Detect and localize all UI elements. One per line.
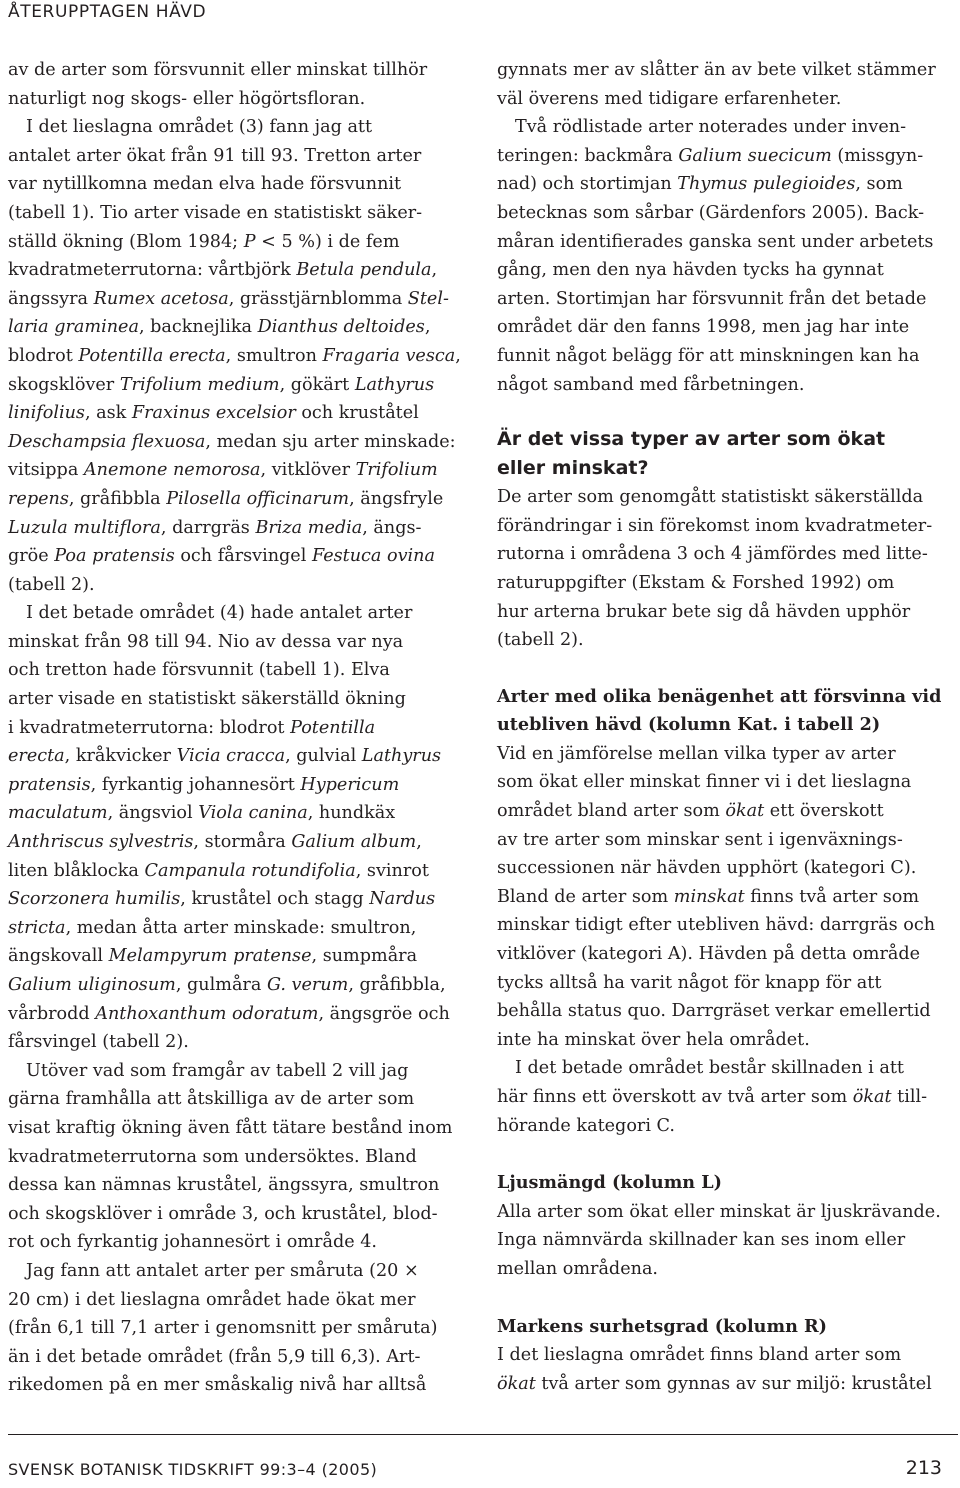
text-line: (från 6,1 till 7,1 arter i genomsnitt per småruta) [8, 1318, 438, 1339]
text-line: ängssyra Rumex acetosa, grässtjärnblomma Stel- [8, 288, 449, 309]
text-line: ängskovall Melampyrum pratense, sumpmåra [8, 946, 418, 967]
text-line: fårsvingel (tabell 2). [8, 1032, 189, 1053]
text-line: (tabell 2). [8, 574, 95, 595]
footer-rule [8, 1434, 958, 1435]
text-line: än i det betade området (från 5,9 till 6,3). Art- [8, 1346, 421, 1367]
text-line: något samband med fårbetningen. [497, 374, 805, 395]
text-line: visat kraftig ökning även fått tätare bestånd inom [8, 1117, 453, 1138]
text-line: laria graminea, backnejlika Dianthus deltoides, [8, 317, 431, 338]
text-line: behålla status quo. Darrgräset verkar emellertid [497, 1001, 931, 1022]
text-line: (tabell 2). [497, 630, 584, 651]
text-line: mellan områdena. [497, 1258, 659, 1279]
text-line: Bland de arter som minskat finns två arter som [497, 886, 920, 907]
text-line: som ökat eller minskat finner vi i det lieslagna [497, 772, 912, 793]
subsection-heading: Arter med olika benägenhet att försvinna vid [497, 685, 942, 707]
text-line: raturuppgifter (Ekstam & Forshed 1992) om [497, 572, 895, 593]
text-line: I det lieslagna området (3) fann jag att [26, 117, 373, 138]
text-line: successionen när hävden upphört (kategori C). [497, 858, 917, 879]
section-heading: eller minskat? [497, 457, 649, 480]
text-line: arter visade en statistiskt säkerställd ökning [8, 689, 406, 710]
text-line: stricta, medan åtta arter minskade: smultron, [8, 917, 417, 938]
text-line: Utöver vad som framgår av tabell 2 vill jag [26, 1060, 409, 1081]
text-line: var nytillkomna medan elva hade försvunnit [8, 174, 402, 195]
text-line: naturligt nog skogs- eller högörtsfloran. [8, 88, 366, 109]
text-line: liten blåklocka Campanula rotundifolia, svinrot [8, 860, 429, 881]
subsection-heading: utebliven hävd (kolumn Kat. i tabell 2) [497, 714, 881, 736]
text-line: vitklöver (kategori A). Hävden på detta område [497, 944, 921, 965]
text-line: området bland arter som ökat ett överskott [497, 801, 884, 822]
text-line: måran identifierades ganska sent under arbetets [497, 231, 934, 252]
text-line: antalet arter ökat från 91 till 93. Tretton arter [8, 145, 422, 166]
text-line: av de arter som försvunnit eller minskat tillhör [8, 60, 428, 80]
text-line: inte ha minskat över hela området. [497, 1029, 810, 1050]
text-line: förändringar i sin förekomst inom kvadratmeter- [497, 515, 933, 536]
text-line: maculatum, ängsviol Viola canina, hundkäx [8, 803, 396, 824]
text-line: funnit något belägg för att minskningen kan ha [497, 345, 920, 366]
text-line: vitsippa Anemone nemorosa, vitklöver Trifolium [8, 460, 438, 481]
text-line: skogsklöver Trifolium medium, gökärt Lathyrus [8, 374, 435, 395]
subsection-heading: Markens surhetsgrad (kolumn R) [497, 1315, 827, 1337]
journal-citation: SVENSK BOTANISK TIDSKRIFT 99:3–4 (2005) [8, 1460, 378, 1479]
text-line: hörande kategori C. [497, 1115, 675, 1136]
text-line: Scorzonera humilis, kruståtel och stagg Nardus [8, 889, 436, 910]
text-line: Jag fann att antalet arter per småruta (20 × [26, 1260, 419, 1281]
text-line: rikedomen på en mer småskalig nivå har alltså [8, 1375, 427, 1396]
text-line: kvadratmeterrutorna: vårtbjörk Betula pendula, [8, 260, 438, 281]
text-line: Anthriscus sylvestris, stormåra Galium album, [8, 832, 422, 853]
text-line: gynnats mer av slåtter än av bete vilket stämmer [497, 60, 936, 80]
text-line: I det betade området består skillnaden i att [515, 1058, 904, 1079]
text-line: Deschampsia flexuosa, medan sju arter minskade: [8, 431, 456, 452]
text-line: gärna framhålla att åtskilliga av de arter som [8, 1089, 415, 1110]
section-heading: Är det vissa typer av arter som ökat [497, 428, 886, 451]
text-line: i kvadratmeterrutorna: blodrot Potentilla [8, 717, 376, 738]
text-line: (tabell 1). Tio arter visade en statistiskt säker- [8, 202, 423, 223]
text-line: området där den fanns 1998, men jag har inte [497, 317, 910, 338]
text-line: dessa kan nämnas kruståtel, ängssyra, smultron [8, 1175, 440, 1196]
text-line: och tretton hade försvunnit (tabell 1). Elva [8, 660, 390, 681]
text-line: arten. Stortimjan har försvunnit från det betade [497, 288, 927, 309]
text-line: I det lieslagna området finns bland arter som [497, 1345, 902, 1366]
text-line: 20 cm) i det lieslagna området hade ökat mer [8, 1289, 416, 1310]
text-line: repens, gråfibbla Pilosella officinarum, ängsfryle [8, 488, 444, 509]
text-line: rot och fyrkantig johannesört i område 4. [8, 1232, 378, 1253]
text-line: gröe Poa pratensis och fårsvingel Festuca ovina [8, 546, 435, 567]
subsection-heading: Ljusmängd (kolumn L) [497, 1172, 722, 1194]
text-line: pratensis, fyrkantig johannesört Hypericum [8, 774, 400, 795]
text-line: hur arterna brukar bete sig då hävden upphör [497, 601, 911, 622]
right-column [497, 56, 957, 1398]
text-line: och skogsklöver i område 3, och kruståtel, blod- [8, 1203, 438, 1224]
text-line: här finns ett överskott av två arter som ökat till- [497, 1087, 928, 1107]
text-line: kvadratmeterrutorna som undersöktes. Bland [8, 1146, 417, 1167]
text-line: minskat från 98 till 94. Nio av dessa var nya [8, 631, 404, 652]
text-line: Två rödlistade arter noterades under inven- [515, 117, 907, 138]
text-line: vårbrodd Anthoxanthum odoratum, ängsgröe och [8, 1003, 450, 1024]
text-line: ökat två arter som gynnas av sur miljö: kruståtel [497, 1373, 932, 1394]
text-line: rutorna i områdena 3 och 4 jämfördes med litte- [497, 544, 928, 565]
text-line: nad) och stortimjan Thymus pulegioides, som [497, 174, 903, 195]
text-line: Luzula multiflora, darrgräs Briza media, ängs- [8, 517, 422, 538]
text-line: blodrot Potentilla erecta, smultron Fragaria vesca, [8, 345, 461, 366]
text-line: betecknas som sårbar (Gärdenfors 2005). Back- [497, 202, 925, 223]
text-line: De arter som genomgått statistiskt säkerställda [497, 487, 924, 508]
text-line: av tre arter som minskar sent i igenväxnings- [497, 829, 903, 850]
text-line: Galium uliginosum, gulmåra G. verum, gråfibbla, [8, 975, 446, 995]
text-line: Inga nämnvärda skillnader kan ses inom eller [497, 1230, 906, 1251]
running-header: ÅTERUPPTAGEN HÄVD [8, 2, 207, 22]
text-line: minskar tidigt efter utebliven hävd: darrgräs och [497, 915, 936, 936]
text-line: teringen: backmåra Galium suecicum (missgyn- [497, 145, 924, 166]
text-line: tycks alltså ha varit något för knapp för att [497, 972, 882, 993]
text-line: I det betade området (4) hade antalet arter [26, 603, 413, 624]
text-line: ställd ökning (Blom 1984; P < 5 %) i de fem [8, 231, 400, 252]
left-column [8, 56, 476, 1400]
text-line: Alla arter som ökat eller minskat är ljuskrävande. [497, 1201, 941, 1222]
page-number: 213 [905, 1457, 942, 1479]
text-line: väl överens med tidigare erfarenheter. [497, 88, 842, 109]
text-line: Vid en jämförelse mellan vilka typer av arter [497, 743, 896, 764]
text-line: erecta, kråkvicker Vicia cracca, gulvial Lathyrus [8, 746, 442, 767]
text-line: linifolius, ask Fraxinus excelsior och kruståtel [8, 403, 419, 424]
text-line: gång, men den nya hävden tycks ha gynnat [497, 260, 884, 281]
